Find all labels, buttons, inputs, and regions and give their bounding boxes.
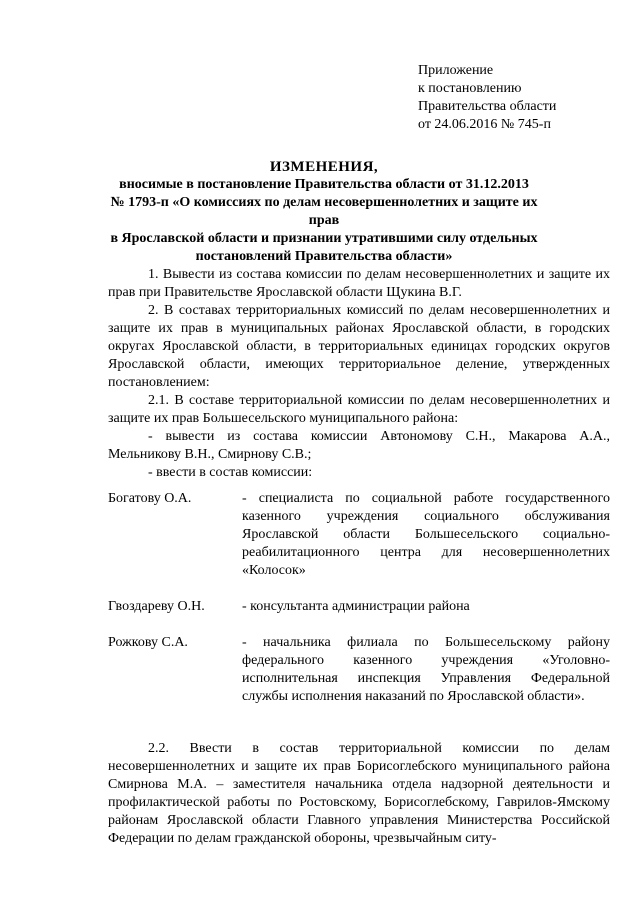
appendix-line: к постановлению [418,81,522,96]
member-role: - специалиста по социальной работе государственного казенного учреждения социального обслуживания Ярославской области Большесельского социально-реабилитационного центра для несовершеннолетних «Колосок» [242,491,610,578]
paragraph-2-1: 2.1. В составе территориальной комиссии по делам несовершеннолетних и защите их прав Большесельского муниципального района: [108,393,610,426]
member-entry [108,634,610,706]
member-role: - консультанта администрации района [242,599,470,614]
paragraph-1: 1. Вывести из состава комиссии по делам несовершеннолетних и защите их прав при Правительстве Ярославской области Щукина В.Г. [108,267,610,300]
appendix-line: Правительства области [418,99,557,114]
paragraph-2-1-add: - ввести в состав комиссии: [148,465,313,480]
title-line: постановлений Правительства области» [195,249,453,264]
paragraph-2-2: 2.2. Ввести в состав территориальной комиссии по делам несовершеннолетних и защите их прав Борисоглебского муниципального района Смирнова М.А. – заместителя начальника отдела надзорной деятельности и профилактической работы по Ростовскому, Борисоглебскому, Гаврилов-Ямскому районам Ярославской области Главного управления Министерства Российской Федерации по делам гражданской обороны, чрезвычайным ситу- [108,741,610,846]
member-entry [108,490,610,580]
member-name: Гвоздареву О.Н. [108,599,205,614]
document-title [100,158,548,266]
member-entry [108,598,610,616]
appendix-line: от 24.06.2016 № 745-п [418,117,551,132]
member-role: - начальника филиала по Большесельскому району федерального казенного учреждения «Уголовно-исполнительная инспекция Управления Федеральной службы исполнения наказаний по Ярославской области». [242,635,610,704]
title-line: вносимые в постановление Правительства области от 31.12.2013 [119,177,529,192]
title-line: в Ярославской области и признании утратившими силу отдельных [110,231,538,246]
member-name: Рожкову С.А. [108,635,188,650]
body-section [108,266,610,482]
appendix-header [418,62,556,134]
appendix-line: Приложение [418,63,494,78]
paragraph-2: 2. В составах территориальных комиссий по делам несовершеннолетних и защите их прав в муниципальных районах Ярославской области, в городских округах Ярославской области, в территориальных единицах городских округов Ярославской области, имеющих территориальное деление, утвержденных постановлением: [108,303,610,390]
title-line: № 1793-п «О комиссиях по делам несовершеннолетних и защите их прав [110,195,538,228]
body-section [108,740,610,848]
paragraph-2-1-remove: - вывести из состава комиссии Автономову С.Н., Макарова А.А., Мельникову В.Н., Смирнову С.В.; [108,429,610,462]
title-main: ИЗМЕНЕНИЯ, [269,159,379,175]
member-name: Богатову О.А. [108,491,192,506]
